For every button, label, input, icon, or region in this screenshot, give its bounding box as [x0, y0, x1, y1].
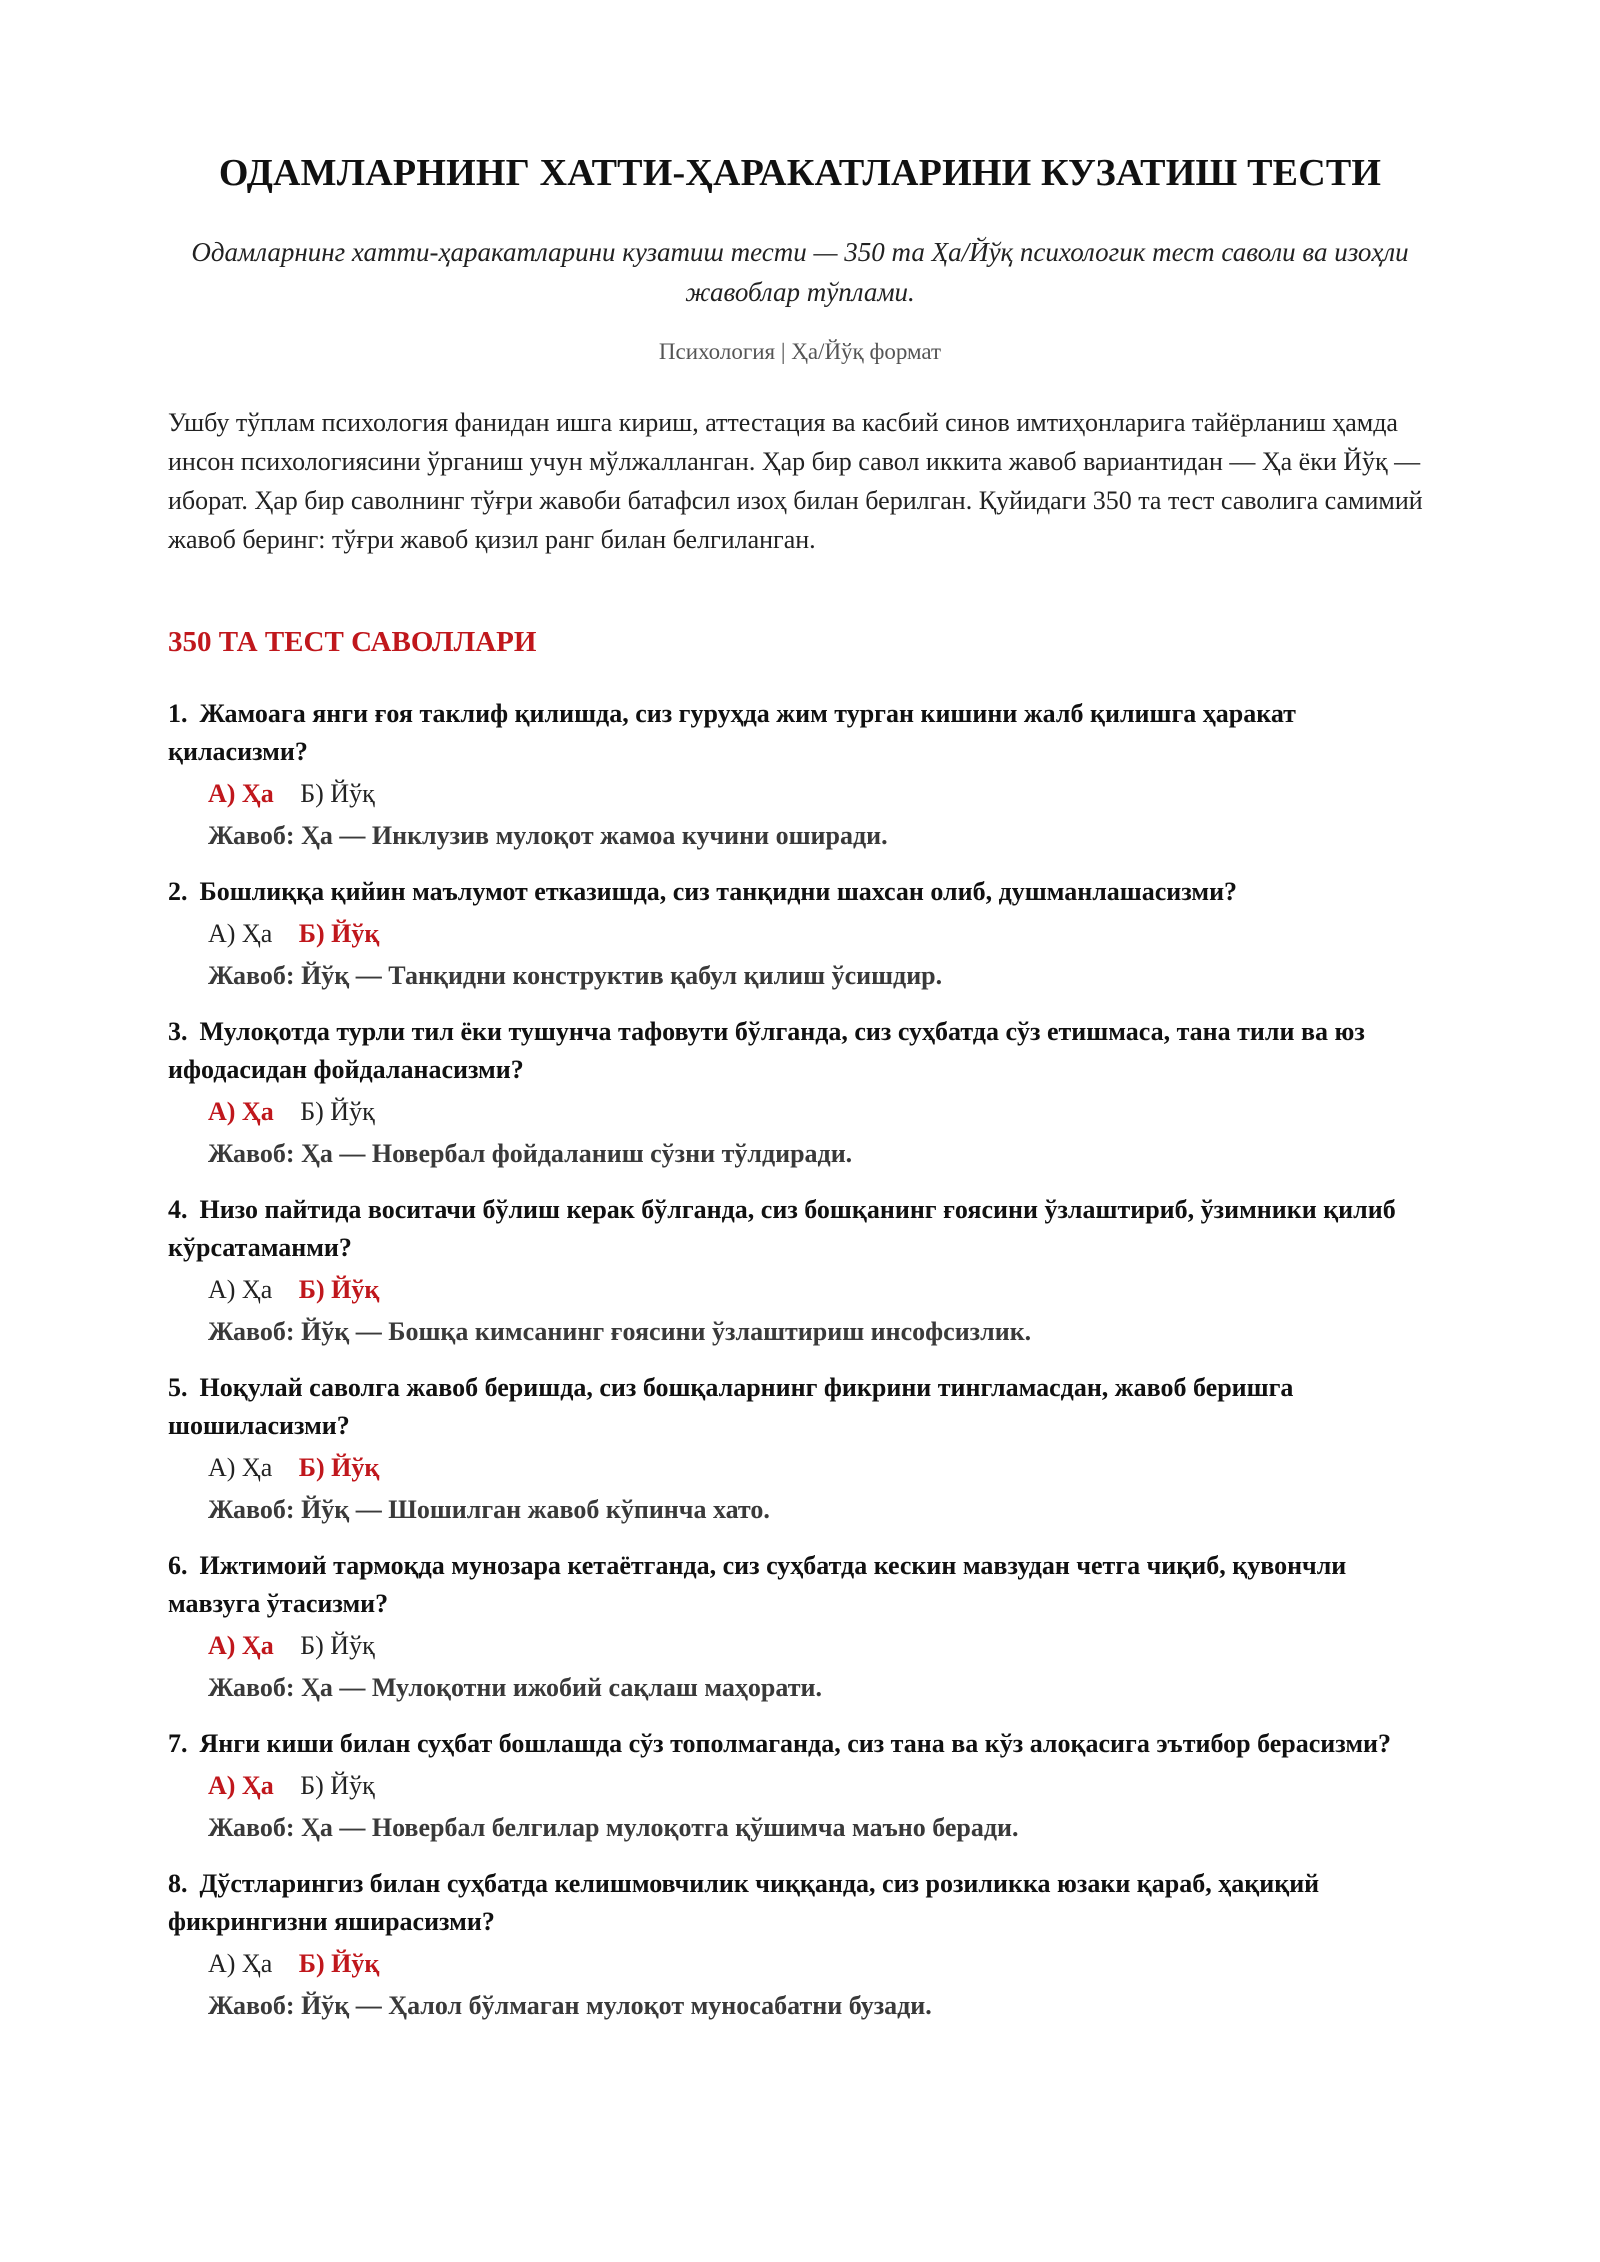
question-item: [168, 1013, 1428, 1173]
question-text: [168, 1013, 1428, 1089]
question-text: [168, 1547, 1428, 1623]
question-body: Жамоага янги ғоя таклиф қилишда, сиз гуруҳда жим турган кишини жалб қилишга ҳаракат қиласизми?: [168, 699, 1296, 766]
option-yes: А) Ҳа: [208, 919, 273, 948]
question-number: 3.: [168, 1017, 188, 1046]
question-number: 7.: [168, 1729, 188, 1758]
answer-options: [208, 1093, 1428, 1131]
option-yes: А) Ҳа: [208, 1275, 273, 1304]
option-yes: А) Ҳа: [208, 1771, 274, 1800]
question-number: 8.: [168, 1869, 188, 1898]
answer-explanation: Жавоб: Ҳа — Мулоқотни ижобий сақлаш маҳорати.: [208, 1673, 822, 1702]
question-item: [168, 873, 1428, 995]
question-body: Янги киши билан суҳбат бошлашда сўз тополмаганда, сиз тана ва кўз алоқасига эътибор берасизми?: [199, 1729, 1392, 1758]
answer-options: [208, 1945, 1428, 1983]
option-no: Б) Йўқ: [300, 1771, 375, 1800]
question-number: 6.: [168, 1551, 188, 1580]
option-yes: А) Ҳа: [208, 1453, 273, 1482]
question-body: Ноқулай саволга жавоб беришда, сиз бошқаларнинг фикрини тингламасдан, жавоб беришга шошиласизми?: [168, 1373, 1294, 1440]
answer-options: [208, 1627, 1428, 1665]
answer-options: [208, 775, 1428, 813]
question-text: [168, 1865, 1428, 1941]
answer-options: [208, 1271, 1428, 1309]
answer-explanation: Жавоб: Йўқ — Бошқа кимсанинг ғоясини ўзлаштириш инсофсизлик.: [208, 1317, 1032, 1346]
question-text: [168, 1369, 1428, 1445]
option-no: Б) Йўқ: [300, 779, 375, 808]
question-text: [168, 1191, 1428, 1267]
answer-explanation: Жавоб: Ҳа — Инклузив мулоқот жамоа кучини оширади.: [208, 821, 888, 850]
answer-options: [208, 1767, 1428, 1805]
document-subtitle: Одамларнинг хатти-ҳаракатларини кузатиш тести — 350 та Ҳа/Йўқ психологик тест саволи ва изоҳли жавоблар тўплами.: [191, 237, 1409, 307]
option-no: Б) Йўқ: [298, 1275, 380, 1304]
answer-explanation: Жавоб: Йўқ — Шошилган жавоб кўпинча хато.: [208, 1495, 770, 1524]
question-text: [168, 873, 1428, 911]
intro-paragraph: Ушбу тўплам психология фанидан ишга кириш, аттестация ва касбий синов имтиҳонларига тайёрланиш ҳамда инсон психологиясини ўрганиш учун мўлжалланган. Ҳар бир савол иккита жавоб вариантидан — Ҳа ёки Йўқ — иборат. Ҳар бир саволнинг тўғри жавоби батафсил изоҳ билан берилган. Қуйидаги 350 та тест саволига самимий жавоб беринг: тўғри жавоб қизил ранг билан белгиланган.: [168, 408, 1423, 554]
option-yes: А) Ҳа: [208, 1097, 274, 1126]
question-body: Бошлиққа қийин маълумот етказишда, сиз танқидни шахсан олиб, душманлашасизми?: [199, 877, 1238, 906]
option-yes: А) Ҳа: [208, 779, 274, 808]
question-text: [168, 695, 1428, 771]
question-number: 2.: [168, 877, 188, 906]
question-body: Низо пайтида воситачи бўлиш керак бўлганда, сиз бошқанинг ғоясини ўзлаштириб, ўзимники қилиб кўрсатаманми?: [168, 1195, 1396, 1262]
section-heading: 350 ТА ТЕСТ САВОЛЛАРИ: [168, 626, 537, 658]
option-no: Б) Йўқ: [298, 919, 380, 948]
question-item: [168, 1865, 1428, 2025]
question-text: [168, 1725, 1428, 1763]
answer-explanation: Жавоб: Йўқ — Танқидни конструктив қабул қилиш ўсишдир.: [208, 961, 943, 990]
option-no: Б) Йўқ: [300, 1631, 375, 1660]
question-number: 1.: [168, 699, 188, 728]
document-title: ОДАМЛАРНИНГ ХАТТИ-ҲАРАКАТЛАРИНИ КУЗАТИШ ТЕСТИ: [218, 152, 1382, 194]
question-item: [168, 695, 1428, 855]
answer-options: [208, 1449, 1428, 1487]
question-body: Ижтимоий тармоқда мунозара кетаётганда, сиз суҳбатда кескин мавзудан четга чиқиб, қувончли мавзуга ўтасизми?: [168, 1551, 1347, 1618]
question-item: [168, 1369, 1428, 1529]
question-item: [168, 1547, 1428, 1707]
answer-explanation: Жавоб: Йўқ — Ҳалол бўлмаган мулоқот муносабатни бузади.: [208, 1991, 932, 2020]
option-no: Б) Йўқ: [298, 1949, 380, 1978]
answer-explanation: Жавоб: Ҳа — Новербал белгилар мулоқотга қўшимча маъно беради.: [208, 1813, 1019, 1842]
category-line: Психология | Ҳа/Йўқ формат: [658, 339, 942, 364]
option-no: Б) Йўқ: [298, 1453, 380, 1482]
option-no: Б) Йўқ: [300, 1097, 375, 1126]
question-number: 4.: [168, 1195, 188, 1224]
question-body: Мулоқотда турли тил ёки тушунча тафовути бўлганда, сиз суҳбатда сўз етишмаса, тана тили ва юз ифодасидан фойдаланасизми?: [168, 1017, 1365, 1084]
option-yes: А) Ҳа: [208, 1949, 273, 1978]
option-yes: А) Ҳа: [208, 1631, 274, 1660]
question-item: [168, 1191, 1428, 1351]
question-list: [168, 695, 1428, 2043]
question-item: [168, 1725, 1428, 1847]
question-number: 5.: [168, 1373, 188, 1402]
answer-options: [208, 915, 1428, 953]
question-body: Дўстларингиз билан суҳбатда келишмовчилик чиққанда, сиз розиликка юзаки қараб, ҳақиқий фикрингизни яширасизми?: [168, 1869, 1320, 1936]
answer-explanation: Жавоб: Ҳа — Новербал фойдаланиш сўзни тўлдиради.: [208, 1139, 853, 1168]
